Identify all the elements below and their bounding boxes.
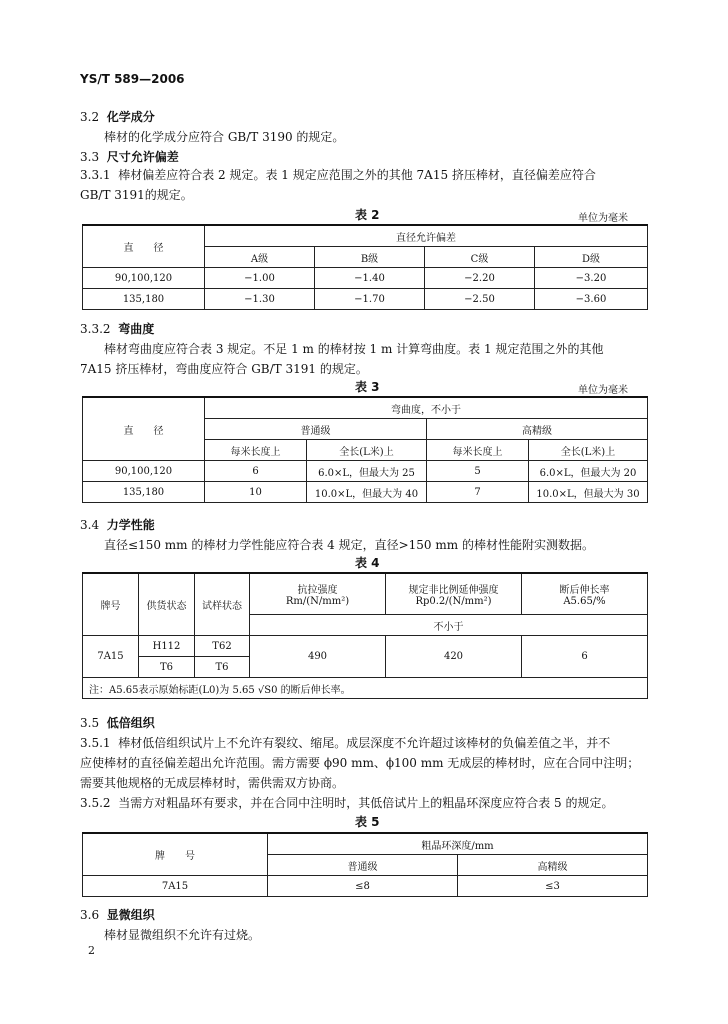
table-2	[82, 224, 648, 310]
cell-value: −1.40	[315, 268, 425, 289]
cell-tensile-value: 490	[250, 636, 386, 678]
section-number: 3.2	[80, 110, 100, 124]
section-number: 3.4	[80, 518, 100, 532]
cell-diameter: 90,100,120	[83, 461, 205, 482]
cell-supply-state: H112	[139, 636, 195, 657]
cell-value: 10.0×L，但最大为 40	[307, 482, 427, 503]
section-3-5-2-text	[80, 794, 650, 811]
section-3-2-heading	[80, 108, 155, 125]
table-row	[83, 268, 648, 289]
table-row	[83, 289, 648, 310]
table-row	[83, 482, 648, 503]
header-grade-c: C级	[425, 247, 535, 268]
table-note: 注：A5.65表示原始标距(L0)为 5.65 √S0 的断后伸长率。	[83, 678, 648, 699]
section-3-5-1-text	[80, 734, 650, 751]
header-sample-state: 试样状态	[195, 573, 250, 636]
header-diameter: 直 径	[83, 397, 205, 461]
cell-supply-state: T6	[139, 657, 195, 678]
cell-value: −1.00	[205, 268, 315, 289]
table-4-title: 表 4	[355, 556, 380, 570]
table-3-unit: 单位为毫米	[578, 385, 628, 396]
cell-value: −3.20	[535, 268, 648, 289]
paragraph-line: 需要其他规格的无成层棒材时，需供需双方协商。	[80, 776, 345, 790]
section-number: 3.6	[80, 908, 100, 922]
section-3-4-text: 直径≤150 mm 的棒材力学性能应符合表 4 规定，直径>150 mm 的棒材性能附实测数据。	[104, 538, 594, 552]
header-tensile-strength	[250, 573, 386, 615]
section-title: 低倍组织	[106, 716, 155, 730]
cell-grade: 7A15	[83, 876, 268, 897]
section-3-2-text: 棒材的化学成分应符合 GB/T 3190 的规定。	[104, 130, 345, 144]
header-grade: 牌 号	[83, 833, 268, 876]
cell-value: −1.70	[315, 289, 425, 310]
section-3-6-text: 棒材显微组织不允许有过烧。	[104, 928, 261, 942]
section-number: 3.3.1	[80, 168, 111, 182]
section-number: 3.3.2	[80, 322, 111, 336]
header-per-meter: 每米长度上	[427, 440, 529, 461]
header-diameter: 直 径	[83, 225, 205, 268]
header-elongation	[522, 573, 648, 615]
header-high-grade: 高精级	[458, 855, 648, 876]
section-3-4-heading	[80, 516, 155, 533]
paragraph-line: 7A15 挤压棒材，弯曲度应符合 GB/T 3191 的规定。	[80, 362, 368, 376]
header-coarse-grain-depth: 粗晶环深度/mm	[268, 833, 648, 855]
cell-value: 6.0×L，但最大为 25	[307, 461, 427, 482]
header-grade-d: D级	[535, 247, 648, 268]
header-label: 抗拉强度	[297, 585, 338, 596]
cell-value: ≤3	[458, 876, 648, 897]
header-unit: Rp0.2/(N/mm²)	[415, 596, 492, 607]
cell-value: 7	[427, 482, 529, 503]
header-not-less-than: 不小于	[250, 615, 648, 636]
section-title: 力学性能	[106, 518, 155, 532]
table-row	[83, 461, 648, 482]
section-title: 化学成分	[106, 110, 155, 124]
header-label: 规定非比例延伸强度	[408, 585, 499, 596]
cell-elongation-value: 6	[522, 636, 648, 678]
header-grade: 牌号	[83, 573, 139, 636]
section-3-3-1-text	[80, 166, 650, 183]
cell-value: −2.20	[425, 268, 535, 289]
header-grade-b: B级	[315, 247, 425, 268]
section-title: 弯曲度	[118, 322, 155, 336]
table-5	[82, 832, 648, 897]
header-unit: Rm/(N/mm²)	[285, 596, 350, 607]
cell-value: 6.0×L，但最大为 20	[529, 461, 648, 482]
paragraph-line: 棒材弯曲度应符合表 3 规定。不足 1 m 的棒材按 1 m 计算弯曲度。表 1 规定范围之外的其他	[104, 342, 604, 356]
table-5-title: 表 5	[355, 815, 380, 829]
section-title: 尺寸允许偏差	[106, 150, 179, 164]
header-grade-a: A级	[205, 247, 315, 268]
table-3-title: 表 3	[355, 380, 380, 394]
cell-grade: 7A15	[83, 636, 139, 678]
cell-sample-state: T62	[195, 636, 250, 657]
table-4	[82, 572, 648, 699]
section-number: 3.5.1	[80, 736, 111, 750]
cell-yield-value: 420	[386, 636, 522, 678]
section-3-6-heading	[80, 906, 155, 923]
cell-value: ≤8	[268, 876, 458, 897]
header-straightness: 弯曲度，不小于	[205, 397, 648, 419]
header-supply-state: 供货状态	[139, 573, 195, 636]
cell-value: 10	[205, 482, 307, 503]
header-unit: A5.65/%	[563, 596, 606, 607]
header-full-length: 全长(L米)上	[529, 440, 648, 461]
cell-diameter: 135,180	[83, 289, 205, 310]
paragraph-line: 应使棒材的直径偏差超出允许范围。需方需要 ϕ90 mm、ϕ100 mm 无成层的棒材时，应在合同中注明；	[80, 756, 640, 770]
cell-value: 10.0×L，但最大为 30	[529, 482, 648, 503]
section-3-3-heading	[80, 148, 179, 165]
section-number: 3.3	[80, 150, 100, 164]
section-3-3-2-heading	[80, 320, 154, 337]
cell-value: −3.60	[535, 289, 648, 310]
paragraph-line: 棒材偏差应符合表 2 规定。表 1 规定应范围之外的其他 7A15 挤压棒材，直径偏差应符合	[118, 168, 596, 182]
table-row	[83, 876, 648, 897]
page-number: 2	[88, 944, 95, 957]
paragraph-line: GB/T 3191的规定。	[80, 188, 193, 202]
header-full-length: 全长(L米)上	[307, 440, 427, 461]
header-tolerance: 直径允许偏差	[205, 225, 648, 247]
cell-value: 6	[205, 461, 307, 482]
cell-value: −2.50	[425, 289, 535, 310]
standard-header: YS/T 589—2006	[80, 72, 185, 86]
cell-value: −1.30	[205, 289, 315, 310]
paragraph-line: 棒材低倍组织试片上不允许有裂纹、缩尾。成层深度不允许超过该棒材的负偏差值之半，并不	[118, 736, 611, 750]
table-2-unit: 单位为毫米	[578, 213, 628, 224]
cell-diameter: 90,100,120	[83, 268, 205, 289]
table-row	[83, 636, 648, 657]
section-number: 3.5.2	[80, 796, 111, 810]
header-label: 断后伸长率	[559, 585, 610, 596]
header-high-grade: 高精级	[427, 419, 648, 440]
cell-value: 5	[427, 461, 529, 482]
table-3	[82, 396, 648, 503]
header-per-meter: 每米长度上	[205, 440, 307, 461]
section-number: 3.5	[80, 716, 100, 730]
table-2-title: 表 2	[355, 208, 380, 222]
header-yield-strength	[386, 573, 522, 615]
header-normal-grade: 普通级	[205, 419, 427, 440]
paragraph-line: 当需方对粗晶环有要求，并在合同中注明时，其低倍试片上的粗晶环深度应符合表 5 的规定。	[118, 796, 614, 810]
header-normal-grade: 普通级	[268, 855, 458, 876]
section-title: 显微组织	[106, 908, 155, 922]
section-3-5-heading	[80, 714, 155, 731]
cell-sample-state: T6	[195, 657, 250, 678]
cell-diameter: 135,180	[83, 482, 205, 503]
